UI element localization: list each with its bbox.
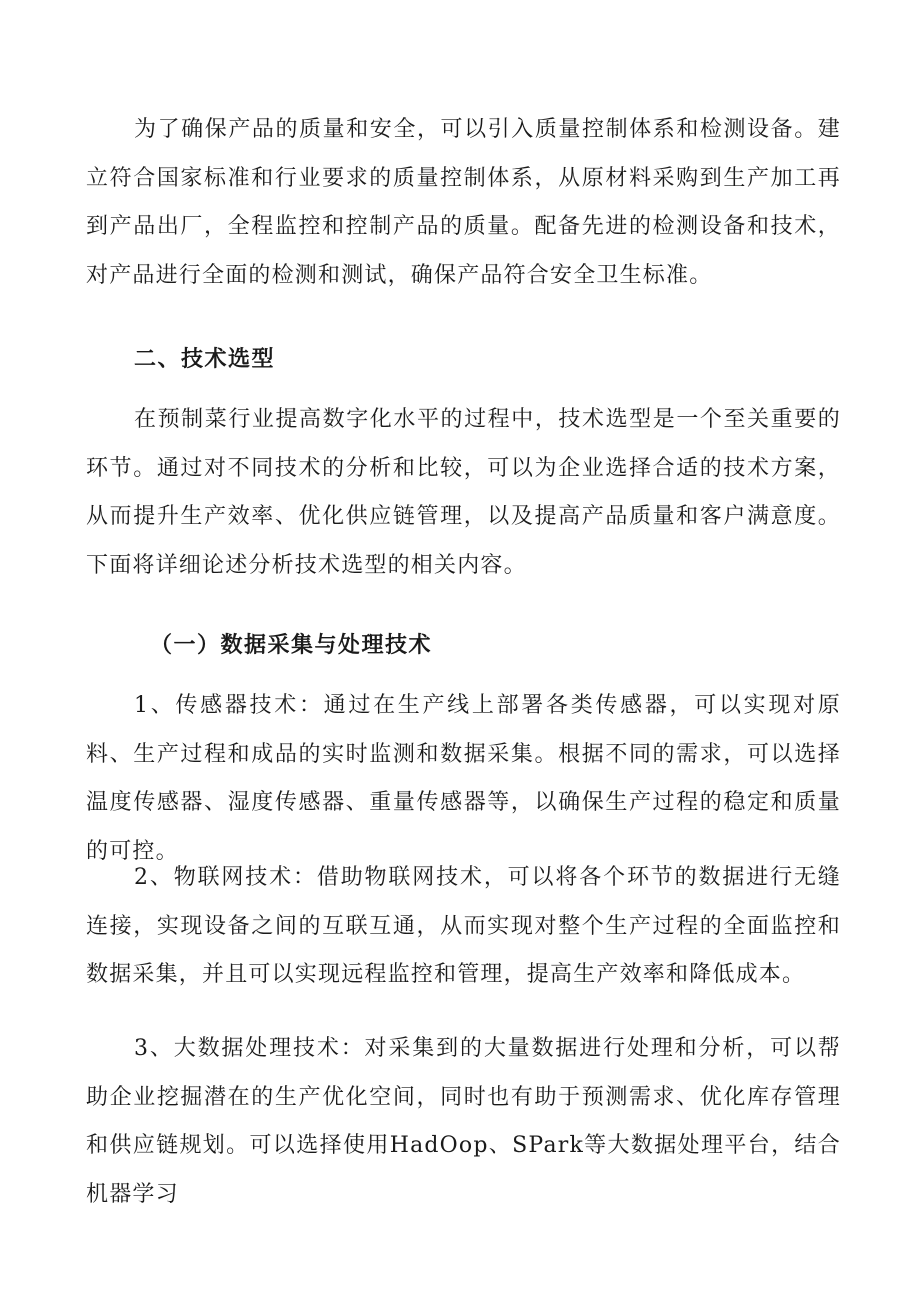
paragraph-quality-control: 为了确保产品的质量和安全，可以引入质量控制体系和检测设备。建立符合国家标准和行业要求的质量控制体系，从原材料采购到生产加工再到产品出厂，全程监控和控制产品的质量。配备先进的检测设备和技术，对产品进行全面的检测和测试，确保产品符合安全卫生标准。 <box>86 117 841 288</box>
list-item-sensor-technology: 1、传感器技术：通过在生产线上部署各类传感器，可以实现对原料、生产过程和成品的实时监测和数据采集。根据不同的需求，可以选择温度传感器、湿度传感器、重量传感器等，以确保生产过程的稳定和质量的可控。 <box>86 693 841 864</box>
list-item-iot-technology: 2、物联网技术：借助物联网技术，可以将各个环节的数据进行无缝连接，实现设备之间的互联互通，从而实现对整个生产过程的全面监控和数据采集，并且可以实现远程监控和管理，提高生产效率和降低成本。 <box>86 865 841 987</box>
list-item-big-data-technology: 3、大数据处理技术：对采集到的大量数据进行处理和分析，可以帮助企业挖掘潜在的生产优化空间，同时也有助于预测需求、优化库存管理和供应链规划。可以选择使用HadOop、SPark等大数据处理平台，结合机器学习 <box>86 1036 841 1207</box>
paragraph-technology-intro: 在预制菜行业提高数字化水平的过程中，技术选型是一个至关重要的环节。通过对不同技术的分析和比较，可以为企业选择合适的技术方案，从而提升生产效率、优化供应链管理，以及提高产品质量和客户满意度。下面将详细论述分析技术选型的相关内容。 <box>86 407 841 578</box>
section-heading-technology-selection: 二、技术选型 <box>134 346 276 372</box>
subsection-heading-data-collection: （一）数据采集与处理技术 <box>150 632 433 658</box>
